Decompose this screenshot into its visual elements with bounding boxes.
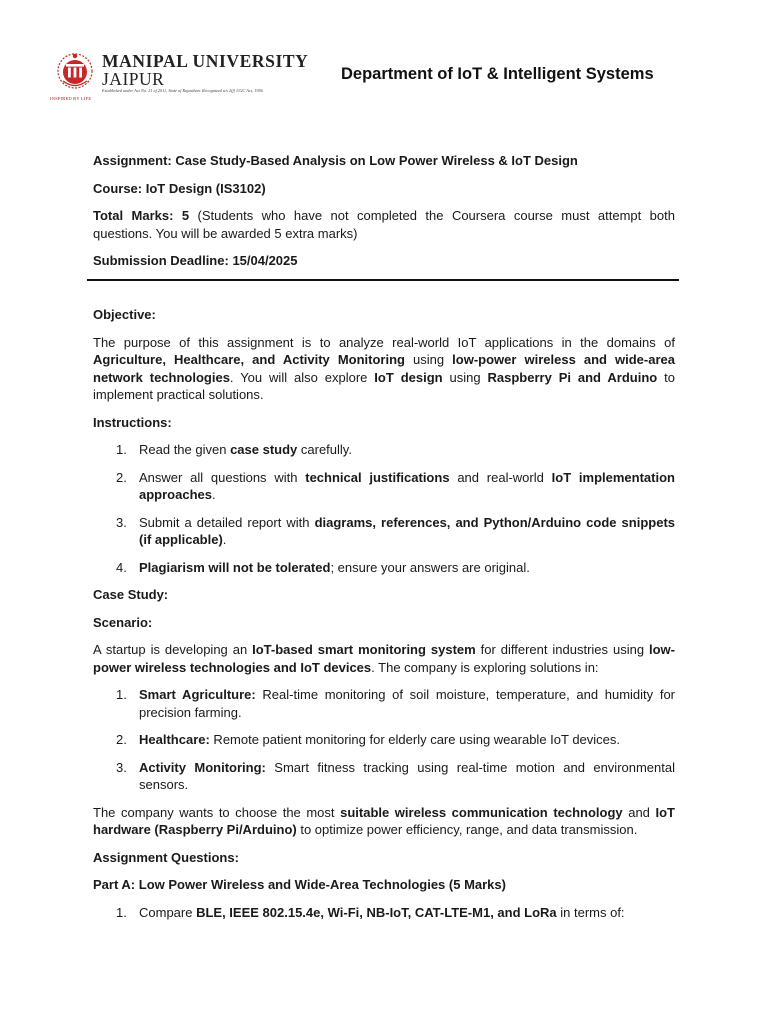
objective-heading	[93, 306, 675, 324]
text: Compare	[139, 904, 197, 920]
text: .	[211, 487, 216, 502]
bold-text: IoT-based smart monitoring system	[252, 642, 476, 657]
established-note: Established under Act No. 21 of 2011, State of Rajasthan. Recognized u/s 2(f) UGC Act, 1956	[102, 88, 263, 93]
list-number: 4.	[116, 559, 127, 575]
instructions-heading	[93, 414, 675, 432]
scenario-list	[93, 686, 675, 794]
text: Real-time monitoring of soil moisture, temperature, and humidity for precision farming.	[139, 687, 676, 720]
course-line	[93, 180, 675, 198]
questions-heading	[93, 849, 675, 867]
text: .	[222, 532, 227, 547]
bold-text: Activity Monitoring:	[139, 759, 266, 775]
marks-value: 5	[181, 208, 190, 223]
text: to optimize power efficiency, range, and data transmission.	[296, 822, 638, 837]
list-number: 1.	[116, 904, 127, 920]
bold-text: IoT implementation approaches	[139, 469, 675, 502]
assignment-line	[93, 152, 675, 170]
list-number: 3.	[116, 759, 127, 775]
text: to implement practical solutions.	[93, 369, 675, 402]
list-number: 3.	[116, 514, 127, 530]
list-item	[93, 469, 675, 504]
case-study-heading-text: Case Study:	[93, 587, 169, 602]
university-wordmark	[102, 52, 308, 94]
marks-line	[93, 207, 675, 242]
deadline-line	[93, 252, 675, 270]
list-item	[93, 559, 675, 577]
list-item	[93, 514, 675, 549]
assignment-meta	[93, 152, 675, 280]
deadline-label: Submission Deadline:	[93, 253, 229, 268]
letterhead	[50, 46, 730, 102]
marks-note: (Students who have not completed the Coursera course must attempt both questions. You will be awarded 5 extra marks)	[93, 208, 675, 241]
text: and	[622, 804, 656, 820]
bold-text: Raspberry Pi and Arduino	[487, 369, 658, 385]
university-name: MANIPAL UNIVERSITY	[102, 51, 309, 71]
case-study-heading	[93, 586, 675, 604]
bold-text: Plagiarism will not be tolerated	[139, 559, 331, 575]
text: A startup is developing an	[93, 642, 253, 657]
objective-heading-text: Objective:	[93, 307, 156, 322]
department-title: Department of IoT & Intelligent Systems	[341, 65, 654, 83]
course-label: Course:	[93, 180, 143, 196]
text: for different industries using	[475, 642, 649, 657]
text: Answer all questions with	[139, 469, 306, 485]
text: The purpose of this assignment is to analyze real-world IoT applications in the domains of	[93, 334, 675, 350]
text: ; ensure your answers are original.	[330, 559, 530, 575]
text: The company wants to choose the most	[93, 804, 341, 820]
list-item	[93, 686, 675, 721]
instructions-list	[93, 441, 675, 576]
text: Submit a detailed report with	[139, 514, 315, 530]
text: using	[404, 352, 453, 367]
list-item	[93, 731, 675, 749]
list-item	[93, 759, 675, 794]
list-number: 2.	[116, 469, 127, 485]
text: Read the given	[139, 442, 231, 457]
bold-text: case study	[230, 442, 298, 457]
scenario-paragraph	[93, 641, 675, 676]
tagline: INSPIRED BY LIFE	[50, 96, 92, 101]
list-item	[93, 904, 675, 922]
assignment-label: Assignment:	[93, 153, 172, 168]
bold-text: technical justifications	[305, 469, 450, 485]
bold-text: low-power wireless and wide-area network technologies	[93, 352, 675, 385]
text: Remote patient monitoring for elderly care using wearable IoT devices.	[209, 732, 621, 747]
text: carefully.	[297, 442, 352, 457]
bold-text: IoT design	[374, 369, 443, 385]
assignment-title: Case Study-Based Analysis on Low Power Wireless & IoT Design	[175, 153, 578, 168]
instructions-heading-text: Instructions:	[93, 414, 172, 430]
objective-paragraph	[93, 334, 675, 404]
list-item	[93, 441, 675, 459]
bold-text: BLE, IEEE 802.15.4e, Wi-Fi, NB-IoT, CAT-LTE-M1, and LoRa	[196, 904, 557, 920]
marks-label: Total Marks:	[93, 208, 174, 223]
text: using	[442, 369, 488, 385]
text: . The company is exploring solutions in:	[371, 659, 599, 675]
questions-list	[93, 904, 675, 922]
questions-heading-text: Assignment Questions:	[93, 849, 239, 865]
part-a-heading-text: Part A: Low Power Wireless and Wide-Area Technologies (5 Marks)	[93, 877, 506, 892]
company-paragraph	[93, 804, 675, 839]
part-a-heading	[93, 876, 675, 894]
bold-text: Healthcare:	[139, 732, 210, 747]
text: . You will also explore	[229, 369, 375, 385]
course-value: IoT Design (IS3102)	[145, 180, 266, 196]
text: and real-world	[449, 469, 552, 485]
bold-text: IoT hardware (Raspberry Pi/Arduino)	[93, 804, 675, 837]
scenario-heading	[93, 614, 675, 632]
scenario-heading-text: Scenario:	[93, 614, 153, 630]
text: in terms of:	[556, 904, 625, 920]
bold-text: Smart Agriculture:	[139, 687, 256, 702]
section-divider	[87, 279, 679, 281]
bold-text: low-power wireless technologies and IoT devices	[93, 642, 675, 675]
assignment-body	[93, 306, 675, 931]
bold-text: Agriculture, Healthcare, and Activity Monitoring	[93, 352, 405, 367]
bold-text: suitable wireless communication technology	[340, 804, 623, 820]
list-number: 1.	[116, 442, 127, 457]
list-number: 1.	[116, 687, 127, 702]
bold-text: diagrams, references, and Python/Arduino code snippets (if applicable)	[139, 514, 675, 547]
list-number: 2.	[116, 732, 127, 747]
text: Smart fitness tracking using real-time motion and environmental sensors.	[139, 759, 675, 792]
university-city: JAIPUR	[102, 69, 165, 89]
deadline-value: 15/04/2025	[232, 253, 298, 268]
